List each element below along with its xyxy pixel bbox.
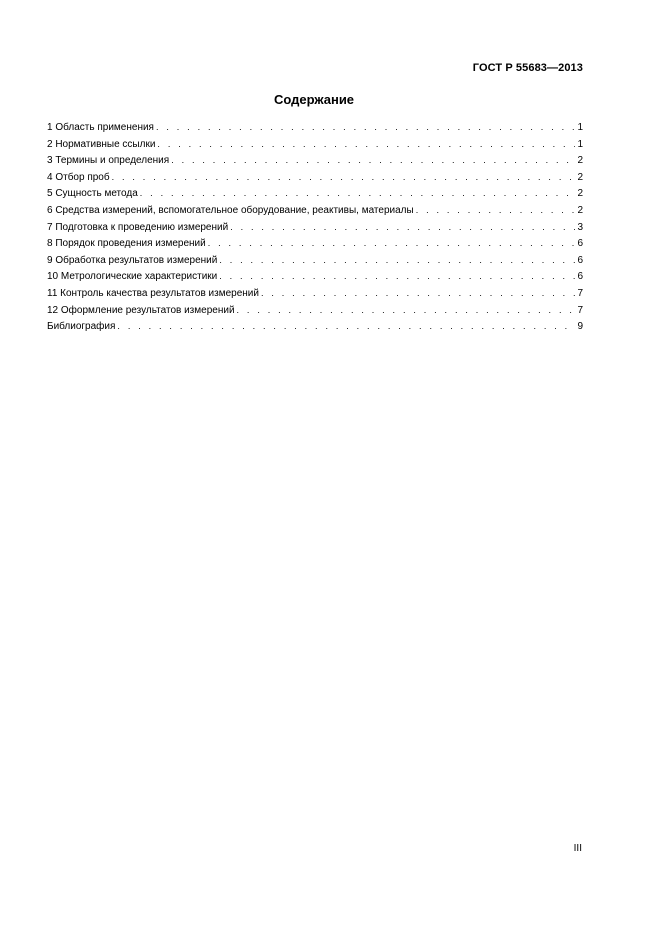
toc-entry-label: 8 Порядок проведения измерений xyxy=(47,238,206,250)
toc-entry-label: 11 Контроль качества результатов измерений xyxy=(47,287,259,299)
toc-dot-leader xyxy=(140,185,575,202)
toc-entry-page: 6 xyxy=(577,254,583,266)
toc-entry-label: 10 Метрологические характеристики xyxy=(47,271,218,283)
toc-entry-page: 6 xyxy=(577,238,583,250)
toc-entry[interactable] xyxy=(47,136,583,153)
toc-entry-page: 1 xyxy=(577,138,583,150)
page-number: III xyxy=(573,843,582,854)
toc-entry-label: 5 Сущность метода xyxy=(47,188,138,200)
toc-entry-page: 2 xyxy=(577,155,583,167)
toc-entry-page: 2 xyxy=(577,204,583,216)
toc-entry[interactable] xyxy=(47,268,583,285)
toc-dot-leader xyxy=(219,268,575,285)
toc-dot-leader xyxy=(237,302,575,319)
toc-dot-leader xyxy=(112,169,575,186)
toc-entry-page: 3 xyxy=(577,221,583,233)
toc-entry-label: 6 Средства измерений, вспомогательное оборудование, реактивы, материалы xyxy=(47,204,414,216)
toc-dot-leader xyxy=(157,136,575,153)
toc-entry-label: Библиография xyxy=(47,321,116,333)
toc-dot-leader xyxy=(171,152,575,169)
toc-entry[interactable] xyxy=(47,318,583,335)
toc-entry[interactable] xyxy=(47,119,583,136)
toc-entry[interactable] xyxy=(47,202,583,219)
toc-entry-page: 7 xyxy=(577,287,583,299)
toc-entry-label: 2 Нормативные ссылки xyxy=(47,138,156,150)
toc-entry-page: 7 xyxy=(577,304,583,316)
toc-dot-leader xyxy=(416,202,575,219)
toc-entry[interactable] xyxy=(47,252,583,269)
toc-dot-leader xyxy=(230,219,575,236)
toc-entry[interactable] xyxy=(47,235,583,252)
toc-dot-leader xyxy=(261,285,575,302)
toc-entry[interactable] xyxy=(47,169,583,186)
toc-title: Содержание xyxy=(273,92,355,107)
toc-entry-page: 2 xyxy=(577,171,583,183)
toc-entry-page: 6 xyxy=(577,271,583,283)
toc-entry-label: 3 Термины и определения xyxy=(47,155,170,167)
toc-entry[interactable] xyxy=(47,152,583,169)
toc-dot-leader xyxy=(117,318,575,335)
table-of-contents xyxy=(47,119,583,335)
document-code: ГОСТ Р 55683—2013 xyxy=(472,62,583,74)
toc-entry-page: 9 xyxy=(577,321,583,333)
toc-entry[interactable] xyxy=(47,285,583,302)
toc-entry-label: 9 Обработка результатов измерений xyxy=(47,254,218,266)
toc-dot-leader xyxy=(156,119,575,136)
toc-entry-page: 1 xyxy=(577,122,583,133)
toc-entry-label: 4 Отбор проб xyxy=(47,171,110,183)
toc-entry[interactable] xyxy=(47,185,583,202)
toc-entry-label: 12 Оформление результатов измерений xyxy=(47,304,235,316)
toc-entry-page: 2 xyxy=(577,188,583,200)
toc-dot-leader xyxy=(219,252,575,269)
toc-entry-label: 1 Область применения xyxy=(47,122,154,133)
toc-entry[interactable] xyxy=(47,219,583,236)
toc-entry[interactable] xyxy=(47,302,583,319)
toc-dot-leader xyxy=(208,235,575,252)
toc-entry-label: 7 Подготовка к проведению измерений xyxy=(47,221,229,233)
